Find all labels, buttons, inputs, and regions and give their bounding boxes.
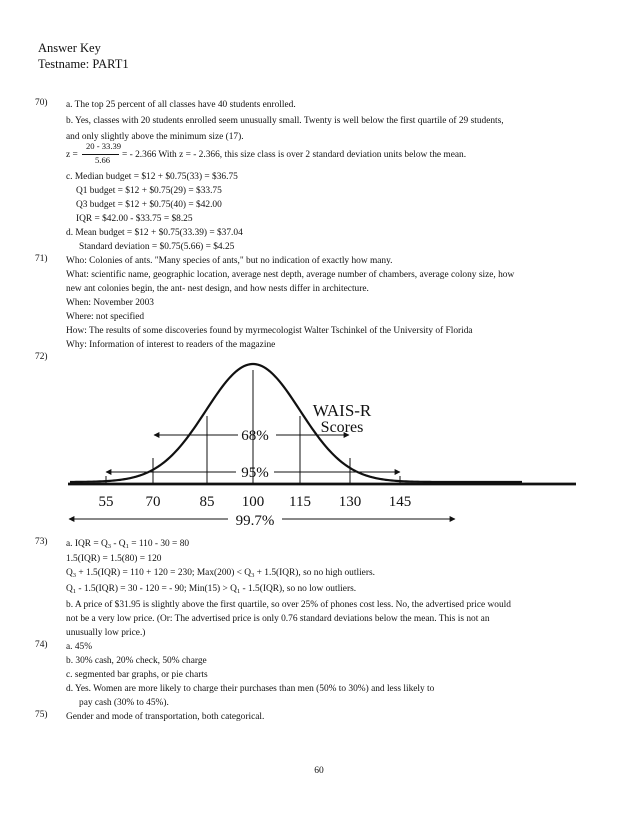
q74-part-a: a. 45% <box>66 642 93 652</box>
q74-part-d-line1: d. Yes. Women are more likely to charge their purchases than men (50% to 30%) and less likely to <box>66 684 435 694</box>
tick-115: 115 <box>289 494 311 510</box>
q73-part-a-line1: a. IQR = $Q_3 - Q_1 = 110 - 30 = 80$ <box>66 539 190 550</box>
q73-part-a-line3: $Q_3 + 1.5(IQR) = 110 + 120 = 230$; $Max(200) < Q_3 + 1.5(IQR)$, so no high outliers. <box>66 568 375 579</box>
page-number: 60 <box>314 766 324 776</box>
z-rhs: = - 2.366 With z = - 2.366, this size class is over 2 standard deviation units below the mean. <box>122 150 467 160</box>
band-95-label: 95% <box>241 465 269 481</box>
q73-part-b-line2: not be a very low price. (Or: The advertised price is only 0.76 standard deviations below the mean. This is not an <box>66 614 490 624</box>
q73-part-b-line3: unusually low price.) <box>66 628 146 638</box>
q71-how: How: The results of some discoveries found by myrmecologist Walter Tschinkel of the University of Florida <box>66 326 473 336</box>
band-997-label: 99.7% <box>235 513 275 529</box>
q74-part-b: b. 30% cash, 20% check, 50% charge <box>66 656 207 666</box>
chart-title-line1: WAIS-R <box>312 401 372 420</box>
q75-number: 75) <box>35 710 48 720</box>
q70-part-c-median: c. Median budget = $12 + $0.75(33) = $36.75 <box>66 172 238 182</box>
q73-number: 73) <box>35 537 48 547</box>
q70-part-d-sd: Standard deviation = $0.75(5.66) = $4.25 <box>79 242 235 252</box>
q73-part-a-line4: $Q_1 - 1.5(IQR) = 30 - 120$ = - 90; $Min(15) > Q_1 - 1.5(IQR)$, so no low outliers. <box>66 584 357 595</box>
q70-number: 70) <box>35 98 48 108</box>
answer-key-title: Answer Key <box>38 41 101 55</box>
q70-part-b-line2: and only slightly above the minimum size (17). <box>66 132 244 142</box>
q73-part-a-line2: 1.5(IQR) = 1.5(80) = 120 <box>66 554 162 564</box>
band-68-label: 68% <box>241 428 269 444</box>
q70-part-c-q1: Q1 budget = $12 + $0.75(29) = $33.75 <box>76 186 222 196</box>
tick-55: 55 <box>98 494 114 510</box>
bell-curve <box>70 364 522 482</box>
tick-70: 70 <box>145 494 161 510</box>
z-numerator: 20 - 33.39 <box>86 141 122 151</box>
tick-100: 100 <box>241 494 265 510</box>
q73-part-b-line1: b. A price of $31.95 is slightly above the first quartile, so over 25% of phones cost less. No, the advertised price would <box>66 600 511 610</box>
test-name: Testname: PART1 <box>38 57 129 71</box>
q70-part-b-line1: b. Yes, classes with 20 students enrolled seem unusually small. Twenty is well below the first quartile of 29 students, <box>66 116 504 126</box>
q71-where: Where: not specified <box>66 312 145 322</box>
tick-130: 130 <box>338 494 362 510</box>
normal-curve-figure <box>62 360 582 530</box>
chart-title-line2: Scores <box>320 419 364 436</box>
q72-number: 72) <box>35 352 48 362</box>
q71-when: When: November 2003 <box>66 298 154 308</box>
q70-part-d-mean: d. Mean budget = $12 + $0.75(33.39) = $37.04 <box>66 228 243 238</box>
q75-answer: Gender and mode of transportation, both categorical. <box>66 712 265 722</box>
q71-what-line2: new ant colonies begin, the ant- nest design, and how nests differ in architecture. <box>66 284 369 294</box>
q71-number: 71) <box>35 254 48 264</box>
z-lhs: z = <box>66 150 78 160</box>
z-denominator: 5.66 <box>95 155 111 165</box>
q74-part-d-line2: pay cash (30% to 45%). <box>79 698 169 708</box>
tick-85: 85 <box>199 494 215 510</box>
q71-who: Who: Colonies of ants. "Many species of ants," but no indication of exactly how many. <box>66 256 393 266</box>
tick-145: 145 <box>388 494 412 510</box>
tick-labels <box>99 494 412 510</box>
q70-part-c-iqr: IQR = $42.00 - $33.75 = $8.25 <box>76 214 193 224</box>
q74-number: 74) <box>35 640 48 650</box>
q71-why: Why: Information of interest to readers of the magazine <box>66 340 276 350</box>
q70-part-c-q3: Q3 budget = $12 + $0.75(40) = $42.00 <box>76 200 222 210</box>
q70-part-a: a. The top 25 percent of all classes have 40 students enrolled. <box>66 100 296 110</box>
q71-what-line1: What: scientific name, geographic location, average nest depth, average number of chambers, average colony size, how <box>66 270 515 280</box>
q74-part-c: c. segmented bar graphs, or pie charts <box>66 670 208 680</box>
